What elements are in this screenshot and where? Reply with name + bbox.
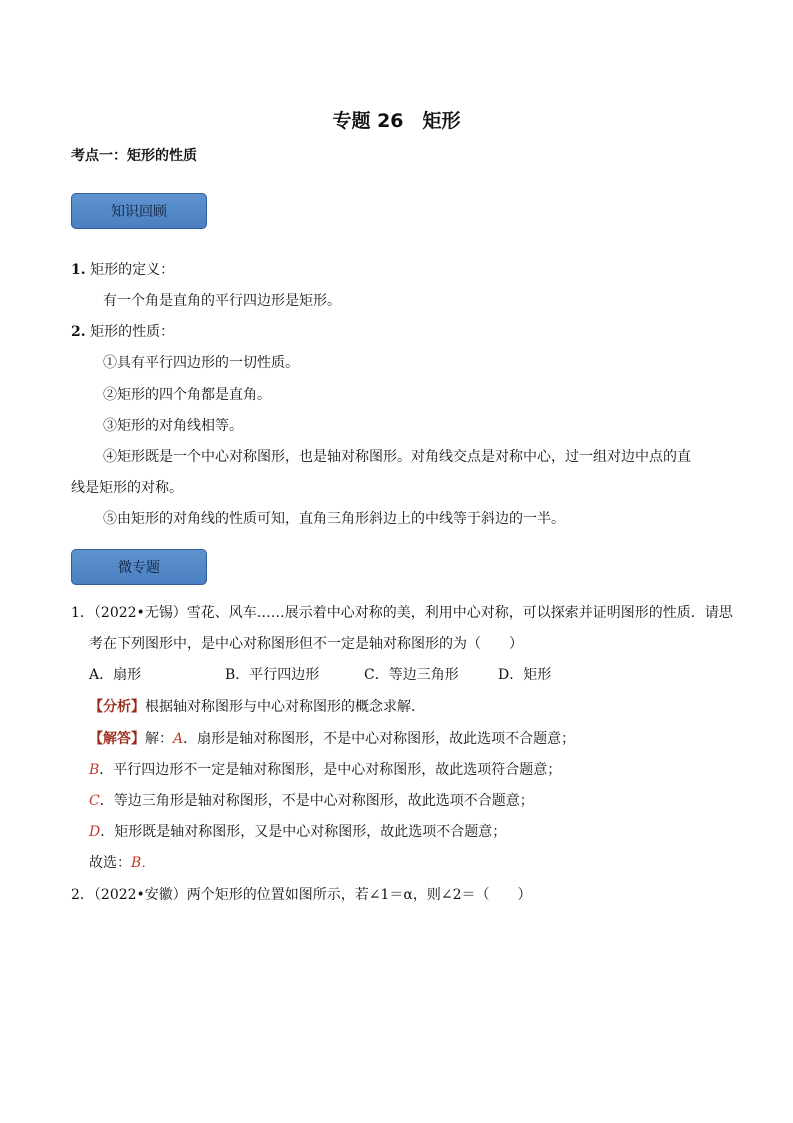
item-title: 矩形的性质： (90, 324, 175, 340)
answer-line-a (89, 728, 575, 748)
answer-line-c (89, 790, 534, 810)
section-label-micro: 微专题 (71, 549, 207, 585)
review-item-2 (71, 321, 174, 341)
answer-letter: C (89, 793, 100, 809)
property-line: ③矩形的对角线相等。 (103, 418, 243, 434)
analysis-text: 根据轴对称图形与中心对称图形的概念求解． (145, 699, 425, 715)
answer-text: ．等边三角形是轴对称图形，不是中心对称图形，故此选项不合题意； (99, 793, 534, 809)
answer-prefix: 解： (145, 731, 173, 747)
property-line: ①具有平行四边形的一切性质。 (103, 355, 299, 371)
section-label-review: 知识回顾 (71, 193, 207, 229)
conclusion-answer: B． (131, 855, 156, 871)
property-line: ④矩形既是一个中心对称图形，也是轴对称图形。对角线交点是对称中心，过一组对边中点的直 (103, 449, 691, 465)
analysis-line (89, 696, 425, 716)
answer-letter: A (173, 731, 184, 747)
property-line: ②矩形的四个角都是直角。 (103, 387, 271, 403)
property-line-cont: 线是矩形的对称。 (71, 480, 183, 496)
conclusion-line (89, 852, 155, 872)
option-a: A．扇形 (89, 667, 142, 683)
item-title: 矩形的定义： (90, 262, 175, 278)
question-2-line-1: 2．（2022•安徽）两个矩形的位置如图所示，若∠1＝α，则∠2＝（ ） (71, 887, 532, 903)
question-1-line-2: 考在下列图形中，是中心对称图形但不一定是轴对称图形的为（ ） (89, 636, 523, 652)
page-title: 专题 26 矩形 (332, 110, 461, 132)
answer-letter: B (89, 762, 100, 778)
option-b: B．平行四边形 (225, 667, 320, 683)
answer-letter: D (89, 824, 101, 840)
item-number: 2. (71, 324, 86, 340)
review-item-1 (71, 259, 174, 279)
topic-heading: 考点一：矩形的性质 (71, 148, 197, 164)
answer-text: ．矩形既是轴对称图形，又是中心对称图形，故此选项不合题意； (100, 824, 507, 840)
conclusion-prefix: 故选： (89, 855, 131, 871)
answer-text: ．扇形是轴对称图形，不是中心对称图形，故此选项不合题意； (183, 731, 576, 747)
option-c: C．等边三角形 (364, 667, 459, 683)
answer-text: ．平行四边形不一定是轴对称图形，是中心对称图形，故此选项符合题意； (99, 762, 562, 778)
option-d: D．矩形 (498, 667, 552, 683)
item-number: 1. (71, 262, 86, 278)
answer-line-b (89, 759, 561, 779)
answer-tag: 【解答】 (89, 731, 145, 747)
property-line: ⑤由矩形的对角线的性质可知，直角三角形斜边上的中线等于斜边的一半。 (103, 511, 565, 527)
definition-text: 有一个角是直角的平行四边形是矩形。 (103, 293, 341, 309)
question-1-line-1: 1．（2022•无锡）雪花、风车……展示着中心对称的美，利用中心对称，可以探索并证明图形的性质．请思 (71, 605, 733, 621)
answer-line-d (89, 821, 506, 841)
analysis-tag: 【分析】 (89, 699, 145, 715)
